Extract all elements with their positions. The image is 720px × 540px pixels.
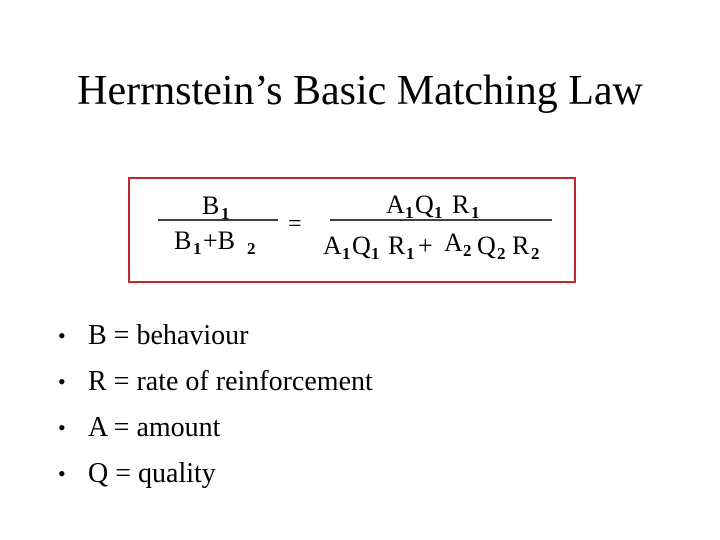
bullet-icon: • [58,323,66,348]
bullet-icon: • [58,415,66,440]
bullet-icon: • [58,461,66,486]
rhs-denominator-quality-subscript-2: 2 [497,244,506,263]
rhs-denominator-rate-2: R [512,231,530,260]
rhs-denominator-rate-subscript-1: 1 [406,244,415,263]
lhs-denominator-subscript-1: 1 [193,239,202,258]
rhs-denominator-rate-subscript-2: 2 [531,244,540,263]
rhs-denominator-amount-subscript-2: 2 [463,241,472,260]
rhs-denominator-quality-1: Q [352,231,371,260]
rhs-denominator-plus: + [418,231,433,260]
rhs-numerator-amount: A [386,190,405,219]
rhs-denominator-quality-2: Q [477,231,496,260]
rhs-numerator-rate-subscript: 1 [471,203,480,222]
lhs-numerator-symbol: B [202,191,220,220]
rhs-numerator-rate: R [452,190,470,219]
equals-sign: = [288,211,302,237]
matching-law-formula [130,179,574,281]
rhs-denominator-rate-1: R [388,231,406,260]
definition-text: B = behaviour [88,320,249,351]
rhs-numerator-quality-subscript: 1 [434,203,443,222]
matching-law-formula-box [128,177,576,283]
lhs-denominator-plus-symbol-2: +B [203,226,236,255]
definition-text: A = amount [88,412,221,443]
lhs-denominator-symbol-1: B [174,226,192,255]
definition-text: R = rate of reinforcement [88,366,373,397]
rhs-denominator-quality-subscript-1: 1 [371,244,380,263]
rhs-numerator-amount-subscript: 1 [405,203,414,222]
rhs-denominator-amount-subscript-1: 1 [342,244,351,263]
rhs-numerator-quality: Q [415,190,434,219]
rhs-denominator-amount-2: A [444,228,463,257]
lhs-denominator-subscript-2: 2 [247,239,256,258]
lhs-numerator-subscript: 1 [221,204,230,223]
bullet-icon: • [58,369,66,394]
definition-text: Q = quality [88,458,216,489]
slide-title: Herrnstein’s Basic Matching Law [77,68,643,114]
rhs-denominator-amount-1: A [323,231,342,260]
